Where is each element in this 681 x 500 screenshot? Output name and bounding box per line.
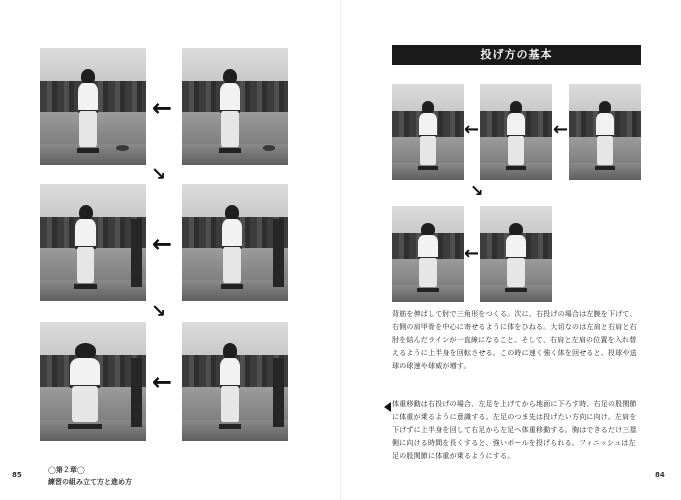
arrow-left-icon: ← bbox=[464, 119, 480, 140]
arrow-down-right-icon: ↘ bbox=[151, 164, 167, 185]
photo-pitch-step-5 bbox=[182, 322, 288, 441]
photo-basic-step-2 bbox=[480, 84, 552, 180]
photo-pitch-step-2 bbox=[40, 48, 146, 165]
page-number-right: 84 bbox=[655, 471, 665, 479]
chapter-title: 練習の組み立て方と進め方 bbox=[48, 478, 132, 486]
page-number-left: 85 bbox=[12, 471, 22, 479]
photo-pitch-step-4 bbox=[40, 184, 146, 301]
arrow-left-icon: ← bbox=[152, 230, 173, 258]
arrow-left-icon: ← bbox=[464, 243, 480, 264]
photo-pitch-step-6 bbox=[40, 322, 146, 441]
note-paragraph: 体重移動は右投げの場合、左足を上げてから地面に下ろす時、右足の股関節に体重が乗るように意識する。左足のつま先は投げたい方向に向け、左肩を下げずに上半身を回して右足から左足へ体重移動する。胸はできるだけ三塁側に向ける時間を長くすると、強いボールを投げられる。フィニッシュは左足の股関節に体重が乗るようにする。 bbox=[392, 400, 637, 460]
body-paragraph: 背筋を伸ばして肘で三角形をつくる。次に、右投げの場合は左腕を下げて、右側の肩甲骨を中心に寄せるように体をひねる。大切なのは左肩と右肩と右肘を結んだラインが一直線になること。そして、右肩と左肩の位置を入れ替えるように上半身を回転させる。この時に速く強く体を回せると、投球や送球の球速や球威が増す。 bbox=[392, 310, 637, 370]
photo-basic-step-5 bbox=[392, 206, 464, 302]
photo-basic-step-3 bbox=[392, 84, 464, 180]
arrow-left-icon: ← bbox=[152, 368, 173, 396]
arrow-down-right-icon: ↘ bbox=[470, 181, 484, 200]
photo-basic-step-4 bbox=[480, 206, 552, 302]
page-gutter bbox=[340, 0, 341, 500]
photo-pitch-step-3 bbox=[182, 184, 288, 301]
arrow-left-icon: ← bbox=[553, 119, 569, 140]
arrow-left-icon: ← bbox=[152, 94, 173, 122]
triangle-marker-icon bbox=[384, 402, 391, 412]
section-title: 投げ方の基本 bbox=[392, 45, 641, 65]
photo-basic-step-1 bbox=[569, 84, 641, 180]
arrow-down-right-icon: ↘ bbox=[151, 301, 167, 322]
chapter-label: ◯第２章◯ bbox=[48, 466, 85, 474]
photo-pitch-step-1 bbox=[182, 48, 288, 165]
